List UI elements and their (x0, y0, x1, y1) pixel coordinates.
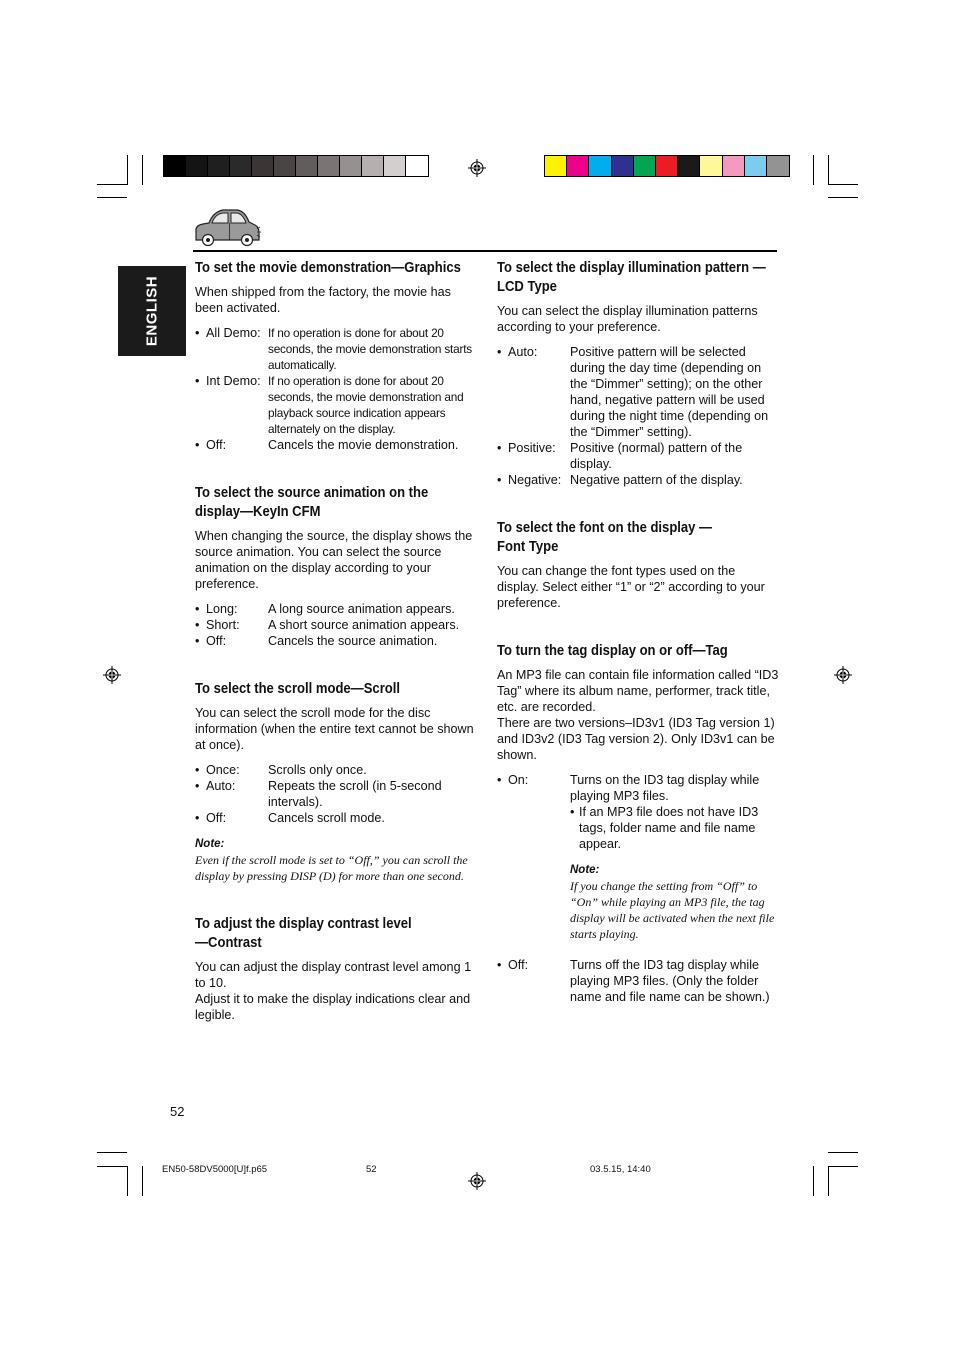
section-text: Adjust it to make the display indications clear and legible. (195, 992, 471, 1022)
color-swatch (545, 156, 567, 176)
color-swatch (700, 156, 722, 176)
color-swatch (164, 156, 186, 176)
color-swatch (230, 156, 252, 176)
color-swatch (723, 156, 745, 176)
list-item: • Off: Cancels the movie demonstration. (195, 438, 459, 452)
list-item: • Once: Scrolls only once. (195, 763, 367, 777)
color-swatch (362, 156, 384, 176)
section-source-animation (195, 484, 477, 649)
section-title: To turn the tag display on or off—Tag (497, 643, 728, 659)
section-intro: When shipped from the factory, the movie has been activated. (195, 285, 451, 315)
section-intro: You can change the font types used on the display. Select either “1” or “2” according to your preference. (497, 564, 765, 610)
section-font (497, 519, 779, 611)
registration-mark-icon (103, 666, 121, 684)
color-swatch (567, 156, 589, 176)
options-list (195, 601, 477, 649)
list-item: • Off: Cancels scroll mode. (195, 811, 385, 825)
section-title: To set the movie demonstration—Graphics (195, 260, 461, 276)
section-contrast (195, 915, 477, 1023)
color-calibration-bar (544, 155, 790, 177)
options-list (195, 762, 477, 826)
footer-date: 03.5.15, 14:40 (590, 1164, 651, 1175)
footer-page: 52 (366, 1164, 377, 1175)
section-title: To select the display illumination pattern —LCD Type (497, 260, 766, 295)
color-swatch (296, 156, 318, 176)
car-icon (193, 207, 263, 247)
section-scroll (195, 680, 477, 884)
footer-filename: EN50-58DV5000[U]f.p65 (162, 1164, 268, 1175)
list-item: • Auto: Positive pattern will be selected during the day time (depending on the “Dimmer” setting); on the other hand, negative pattern will be used during the night time (depending on the “Dimmer” setting). (497, 345, 769, 439)
section-intro: You can select the scroll mode for the disc information (when the entire text cannot be shown at once). (195, 706, 474, 752)
note-title: Note: (195, 838, 225, 850)
section-text: There are two versions–ID3v1 (ID3 Tag version 1) and ID3v2 (ID3 Tag version 2). Only ID3v1 can be shown. (497, 716, 775, 762)
section-title: To select the source animation on the display—KeyIn CFM (195, 485, 429, 520)
color-swatch (745, 156, 767, 176)
sub-bullet: • If an MP3 file does not have ID3 tags, folder name and file name appear. (570, 805, 759, 851)
color-swatch (384, 156, 406, 176)
color-swatch (186, 156, 208, 176)
list-item: • Short: A short source animation appears. (195, 618, 460, 632)
color-swatch (589, 156, 611, 176)
right-column (497, 259, 779, 1005)
registration-mark-icon (468, 1172, 486, 1190)
list-item: • Long: A long source animation appears. (195, 602, 455, 616)
color-swatch (767, 156, 789, 176)
color-swatch (340, 156, 362, 176)
color-swatch (406, 156, 428, 176)
options-list (195, 325, 477, 453)
section-title: To adjust the display contrast level —Contrast (195, 916, 412, 951)
registration-mark-icon (834, 666, 852, 684)
note-body: If you change the setting from “Off” to “On” while playing an MP3 file, the tag display will be activated when the next file starts playing. (570, 879, 775, 941)
color-swatch (318, 156, 340, 176)
color-swatch (208, 156, 230, 176)
grayscale-calibration-bar (163, 155, 429, 177)
page-number: 52 (170, 1104, 185, 1119)
color-swatch (274, 156, 296, 176)
note-body: Even if the scroll mode is set to “Off,” you can scroll the display by pressing DISP (D) for more than one second. (195, 853, 468, 883)
section-tag (497, 642, 779, 1005)
option-text: Turns on the ID3 tag display while playing MP3 files. (570, 773, 760, 803)
list-item: • Int Demo: If no operation is done for about 20 seconds, the movie demonstration and playback source indication appears alternately on the display. (195, 374, 464, 436)
language-tab-label: ENGLISH (143, 275, 161, 347)
registration-mark-icon (468, 159, 486, 177)
list-item: • Off: Cancels the source animation. (195, 634, 438, 648)
section-movie-demo (195, 259, 477, 453)
list-item: • Auto: Repeats the scroll (in 5-second intervals). (195, 779, 442, 809)
color-swatch (252, 156, 274, 176)
section-intro: You can select the display illumination patterns according to your preference. (497, 304, 758, 334)
left-column (195, 259, 477, 1023)
header-rule (193, 250, 777, 252)
list-item: • Off: Turns off the ID3 tag display while playing MP3 files. (Only the folder name and file name can be shown.) (497, 958, 770, 1004)
section-text: You can adjust the display contrast level among 1 to 10. (195, 960, 472, 990)
section-illumination (497, 259, 779, 488)
note-title: Note: (570, 864, 600, 876)
list-item: • Negative: Negative pattern of the display. (497, 473, 743, 487)
section-title: To select the scroll mode—Scroll (195, 681, 401, 697)
options-list (497, 344, 779, 488)
color-swatch (612, 156, 634, 176)
section-text: An MP3 file can contain file information called “ID3 Tag” where its album name, performer, track title, etc. are recorded. (497, 668, 779, 714)
list-item: • Positive: Positive (normal) pattern of the display. (497, 441, 743, 471)
color-swatch (634, 156, 656, 176)
color-swatch (656, 156, 678, 176)
section-title: To select the font on the display —Font Type (497, 520, 713, 555)
options-list (497, 772, 779, 1005)
language-tab (118, 266, 186, 356)
section-intro: When changing the source, the display shows the source animation. You can select the source animation on the display according to your preference. (195, 529, 473, 591)
list-item: • On: Turns on the ID3 tag display while playing MP3 files. • If an MP3 file does not have ID3 tags, folder name and file name appear. Note: If you change the setting from “Off” to “On” while playing an MP3 file, the tag display will be activated when the next file starts playing. (497, 772, 779, 942)
list-item: • All Demo: If no operation is done for about 20 seconds, the movie demonstration starts automatically. (195, 326, 472, 372)
color-swatch (678, 156, 700, 176)
